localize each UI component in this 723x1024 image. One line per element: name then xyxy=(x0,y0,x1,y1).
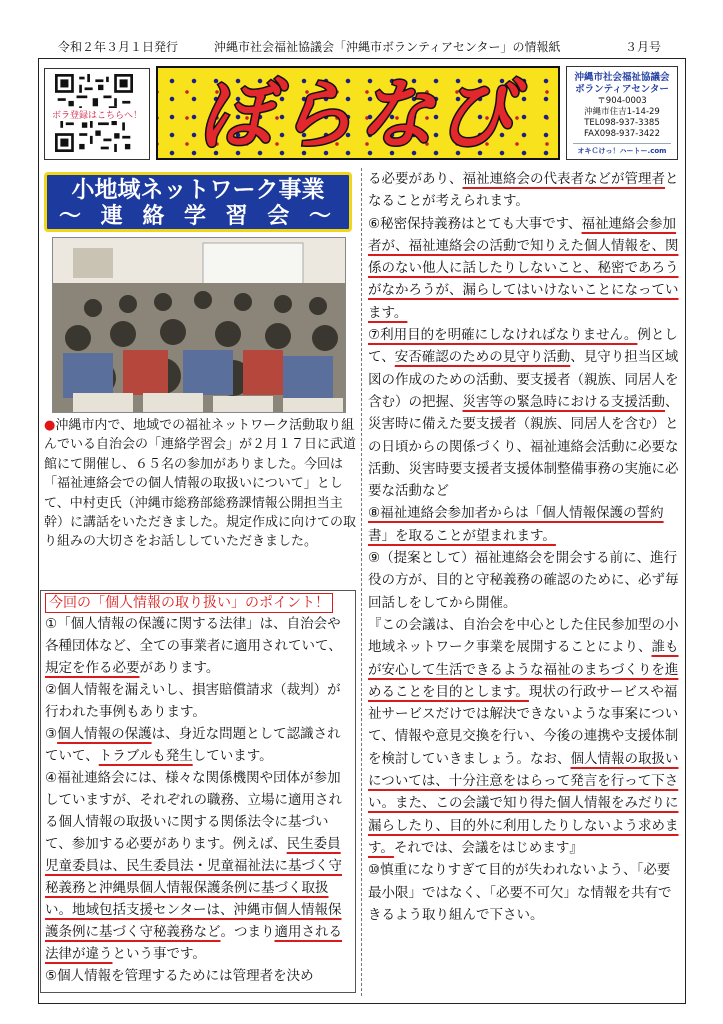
point-7 xyxy=(368,324,682,502)
intro-text: 沖縄市内で、地域での福祉ネットワーク活動取り組んでいる自治会の「連絡学習会」が２月１７日に武道館にて開催し、６５名の参加がありました。今回は「福祉連絡会での個人情報の取扱いについて」として、中村吏氏（沖縄市総務部総務課情報公開担当主幹）に講話をいただきました。規定作成に向けての取り組みの大切さをお話ししていただきました。 xyxy=(44,418,357,550)
point-3-highlight-2: トラブルも発生 xyxy=(98,748,193,764)
quote-text-2: 現状の行政サービスや福祉サービスだけでは解決できないような事案について、情報や意見交換を行い、今後の連携や支援体制を検討していきましょう。なお、 xyxy=(368,683,679,767)
point-9: ⑨（提案として）福祉連絡会を開会する前に、進行役の方が、目的と守秘義務の確認のために、必ず毎回話しをしてから開催。 xyxy=(368,550,679,611)
point-3 xyxy=(45,723,353,767)
point-10: ⑩慎重になりすぎて目的が失われないよう、「必要最小限」ではなく、「必要不可欠」な情報を共有できるよう取り組んで下さい。 xyxy=(368,862,672,923)
point-6-text: ⑥秘密保持義務はとても大事です、 xyxy=(368,215,582,232)
point-5-tail: となることが考えられます。 xyxy=(368,171,679,210)
quote-highlight-1: 誰もが安心して生活できるような福祉のまちづくりを進めることを目的とします。 xyxy=(368,639,679,700)
issue-month: ３月号 xyxy=(624,40,661,54)
article-title-line1: 小地域ネットワーク事業 xyxy=(71,177,325,203)
point-4 xyxy=(45,767,353,965)
meeting-quote xyxy=(368,614,682,859)
point-7-highlight-2: 災害等の緊急時における支援活動 xyxy=(462,393,665,410)
point-5-highlight: 福祉連絡会の代表者などが管理者 xyxy=(462,171,665,187)
points-text xyxy=(45,613,353,987)
point-7-heading: ⑦利用目的を明確にしなければなりません。 xyxy=(368,327,638,344)
bullet-dot-icon: ● xyxy=(44,418,56,433)
point-1-highlight: 規定を作る必要 xyxy=(45,660,140,676)
masthead-logo: ぼらなび xyxy=(198,70,518,159)
point-1-text: ①「個人情報の保護に関する法律」は、自治会や各種団体など、全ての事業者に適用されていて、 xyxy=(45,616,342,654)
meeting-photo-image xyxy=(53,238,346,413)
qr-box[interactable] xyxy=(44,68,150,160)
org-info-box xyxy=(566,66,678,160)
point-3-text: は、身近な問題として認識されていて、 xyxy=(45,726,341,764)
point-5: ⑤個人情報を管理するためには管理者を決め xyxy=(45,968,314,984)
point-1-tail: があります。 xyxy=(139,660,220,676)
org-fax: FAX098-937-3422 xyxy=(584,129,660,139)
org-postal: 〒904-0003 xyxy=(597,96,647,106)
point-3-marker: ③ xyxy=(45,726,58,742)
points-heading: 今回の「個人情報の取り扱い」のポイント！ xyxy=(45,593,333,613)
org-address: 沖縄市住吉1-14-29 xyxy=(584,107,660,117)
point-6-highlight: 福祉連絡会参加者が、福祉連絡会の活動で知りえた個人情報を、関係のない他人に話したりしないこと、秘密であろうがなかろうが、漏らしてはいけないことになっています。 xyxy=(368,215,679,321)
point-6 xyxy=(368,213,682,324)
point-7-highlight-1: 安否確認のための見守り活動 xyxy=(394,349,571,366)
org-name: 沖縄市社会福祉協議会 xyxy=(574,72,670,83)
quote-tail: それでは、会議をはじめます』 xyxy=(393,839,583,856)
org-tel: TEL098-937-3385 xyxy=(584,118,660,128)
point-4-highlight: 民生委員児童委員は、民生委員法・児童福祉法に基づく守秘義務と沖縄県個人情報保護条例に基づく取扱い。地域包括支援センターは、沖縄市個人情報保護条例に基づく守秘義務など xyxy=(45,836,342,940)
article-title xyxy=(44,172,352,232)
point-8 xyxy=(368,502,682,547)
point-5-cont-text: る必要があり、 xyxy=(368,171,463,187)
point-7-text: 例として、 xyxy=(368,327,678,366)
intro-paragraph xyxy=(44,416,358,552)
article-title-line2: ～ 連 絡 学 習 会 ～ xyxy=(59,204,337,229)
masthead xyxy=(156,66,560,160)
point-2: ②個人情報を漏えいし、損害賠償請求（裁判）が行われた事例もあります。 xyxy=(45,682,341,720)
column-divider xyxy=(361,168,362,996)
point-4-text: ④福祉連絡会には、様々な関係機関や団体が参加していますが、それぞれの職務、立場に適用される個人情報の取扱いに関する関係法令に基づいて、参加する必要があります。例えば、 xyxy=(45,770,342,852)
meeting-photo xyxy=(52,237,346,413)
point-8-highlight: ⑧福祉連絡会参加者からは「個人情報保護の誓約書」を取ることが望まれます。 xyxy=(368,505,664,544)
point-3-tail: しています。 xyxy=(192,748,273,764)
point-4-highlight-2: 適用される法律が違う xyxy=(45,924,342,962)
point-4-tail: という事です。 xyxy=(112,946,206,962)
quote-highlight-2: 個人情報の取扱いについては、十分注意をはらって発言を行って下さい。また、この会議で知り得た個人情報をみだりに漏らしたり、目的外に利用したりしないよう求めます。 xyxy=(368,750,679,856)
point-5-cont xyxy=(368,168,682,213)
point-7-tail: 、災害時に備えた要支援者（親族、同居人を含む）との日頃からの関係づくり、福祉連絡会活動に必要な活動、災害時要支援者支援体制整備事務の実施に必要な活動など xyxy=(368,393,679,500)
point-4-mid: 。つまり xyxy=(220,924,275,940)
point-1 xyxy=(45,613,353,679)
quote-text-1: 『この会議は、自治会を中心とした住民参加型の小地域ネットワーク事業を展開することにより、 xyxy=(368,616,679,656)
right-column-text xyxy=(368,168,682,926)
issue-date: 令和２年３月１日発行 xyxy=(58,40,179,54)
points-box xyxy=(40,590,356,993)
point-3-highlight-1: 個人情報の保護 xyxy=(57,726,152,742)
publisher: 沖縄市社会福祉協議会「沖縄市ボランティアセンター」の情報紙 xyxy=(214,40,561,54)
qr-label: ボラ登録はこちらへ！ xyxy=(49,108,145,121)
org-site-logo: オキＣけっ！ハートー.com xyxy=(573,143,671,156)
org-center: ボランティアセンター xyxy=(575,84,669,95)
point-7-text-2: 、見守り担当区域図の作成のための活動、要支援者（親族、同居人を含む）の把握、 xyxy=(368,349,679,410)
